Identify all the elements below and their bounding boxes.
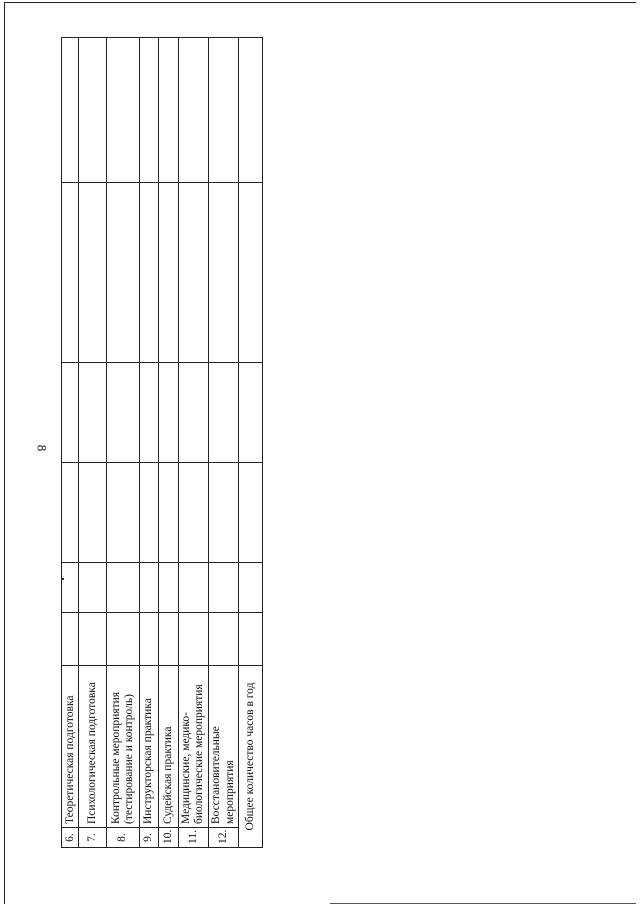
- empty-cell: [79, 613, 107, 666]
- table-row-total: [239, 38, 263, 848]
- row-label: Судейская практика: [159, 666, 178, 828]
- page-border-top: [4, 2, 636, 3]
- row-number: 6.: [62, 828, 79, 848]
- empty-cell: [139, 38, 158, 183]
- empty-cell: [159, 183, 178, 363]
- table-row: [79, 38, 107, 848]
- empty-cell: [62, 613, 79, 666]
- row-number: 12.: [208, 828, 238, 848]
- empty-cell: [159, 38, 178, 183]
- row-number: 9.: [139, 828, 158, 848]
- empty-cell: [62, 563, 79, 613]
- empty-cell: [107, 183, 139, 363]
- training-hours-table-container: [61, 38, 263, 848]
- table-row: [178, 38, 208, 848]
- total-label: Общее количество часов в год: [239, 666, 263, 848]
- row-label: Медицинские, медико-биологические мероприятия: [178, 666, 208, 828]
- empty-cell: [107, 563, 139, 613]
- page-number: 8: [34, 444, 50, 452]
- empty-cell: [239, 463, 263, 563]
- empty-cell: [79, 38, 107, 183]
- empty-cell: [239, 38, 263, 183]
- empty-cell: [62, 463, 79, 563]
- empty-cell: [159, 363, 178, 463]
- empty-cell: [139, 363, 158, 463]
- empty-cell: [178, 38, 208, 183]
- page-border-left: [4, 2, 5, 904]
- table-row: [208, 38, 238, 848]
- empty-cell: [159, 563, 178, 613]
- empty-cell: [79, 463, 107, 563]
- empty-cell: [139, 613, 158, 666]
- empty-cell: [208, 613, 238, 666]
- empty-cell: [139, 183, 158, 363]
- empty-cell: [178, 363, 208, 463]
- empty-cell: [79, 363, 107, 463]
- row-number: 8.: [107, 828, 139, 848]
- empty-cell: [107, 363, 139, 463]
- empty-cell: [239, 613, 263, 666]
- empty-cell: [208, 183, 238, 363]
- empty-cell: [208, 363, 238, 463]
- row-label: Психологическая подготовка: [79, 666, 107, 828]
- page-border-bottom: [330, 903, 636, 904]
- empty-cell: [178, 563, 208, 613]
- empty-cell: [239, 563, 263, 613]
- empty-cell: [239, 183, 263, 363]
- row-label: Теоретическая подготовка: [62, 666, 79, 828]
- row-label: Инструкторская практика: [139, 666, 158, 828]
- empty-cell: [178, 183, 208, 363]
- table-row: [107, 38, 139, 848]
- empty-cell: [178, 463, 208, 563]
- empty-cell: [159, 463, 178, 563]
- empty-cell: [107, 38, 139, 183]
- row-label: Контрольные мероприятия (тестирование и контроль): [107, 666, 139, 828]
- empty-cell: [139, 563, 158, 613]
- empty-cell: [208, 563, 238, 613]
- row-number: 10.: [159, 828, 178, 848]
- empty-cell: [62, 363, 79, 463]
- table-row: [159, 38, 178, 848]
- empty-cell: [62, 38, 79, 183]
- empty-cell: [107, 463, 139, 563]
- empty-cell: [107, 613, 139, 666]
- empty-cell: [239, 363, 263, 463]
- empty-cell: [208, 38, 238, 183]
- empty-cell: [139, 463, 158, 563]
- table-row: [139, 38, 158, 848]
- empty-cell: [62, 183, 79, 363]
- row-number: 7.: [79, 828, 107, 848]
- empty-cell: [208, 463, 238, 563]
- empty-cell: [178, 613, 208, 666]
- empty-cell: [79, 563, 107, 613]
- row-number: 11.: [178, 828, 208, 848]
- empty-cell: [79, 183, 107, 363]
- empty-cell: [159, 613, 178, 666]
- table-row: [62, 38, 79, 848]
- row-label: Восстановительные мероприятия: [208, 666, 238, 828]
- training-hours-table: [61, 37, 263, 848]
